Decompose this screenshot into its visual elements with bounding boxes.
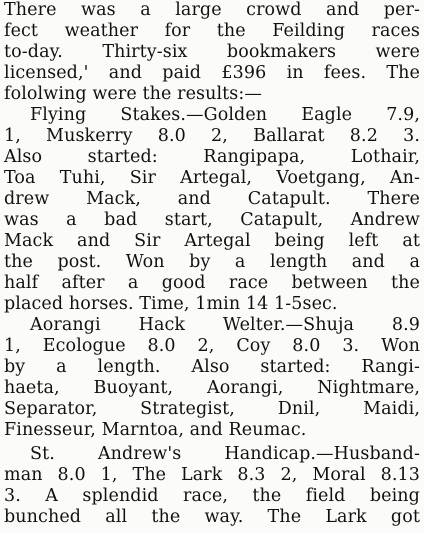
text-line: bunched all the way. The Lark got [4,507,420,527]
text-line: placed horses. Time, 1min 14 1-5sec. [4,294,338,314]
text-line: the post. Won by a length and a [4,252,420,272]
text-line: man 8.0 1, The Lark 8.3 2, Moral 8.13 [4,465,420,485]
text-line: There was a large crowd and per- [4,0,420,20]
text-line: Toa Tuhi, Sir Artegal, Voetgang, An- [4,168,420,188]
text-line: Flying Stakes.—Golden Eagle 7.9, [30,105,420,125]
text-line: Aorangi Hack Welter.—Shuja 8.9 [30,315,420,335]
text-line: 1, Ecologue 8.0 2, Coy 8.0 3. Won [4,336,420,356]
text-line: fect weather for the Feilding races [4,21,420,41]
text-line: St. Andrew's Handicap.—Husband- [30,444,420,464]
text-line: 3. A splendid race, the field being [4,486,420,506]
text-line: half after a good race between the [4,273,420,293]
text-line: fololwing were the results:— [4,84,262,104]
text-line: 1, Muskerry 8.0 2, Ballarat 8.2 3. [4,126,420,146]
text-line: Mack and Sir Artegal being left at [4,231,420,251]
text-line: drew Mack, and Catapult. There [4,189,420,209]
text-line: Also started: Rangipapa, Lothair, [4,147,420,167]
text-line: Finesseur, Marntoa, and Reumac. [4,420,307,440]
text-line: by a length. Also started: Rangi- [4,357,420,377]
text-line: was a bad start, Catapult, Andrew [4,210,420,230]
text-line: to-day. Thirty-six bookmakers were [4,42,420,62]
text-line: licensed,' and paid £396 in fees. The [4,63,420,83]
text-line: Separator, Strategist, Dnil, Maidi, [4,399,420,419]
text-line: haeta, Buoyant, Aorangi, Nightmare, [4,378,420,398]
